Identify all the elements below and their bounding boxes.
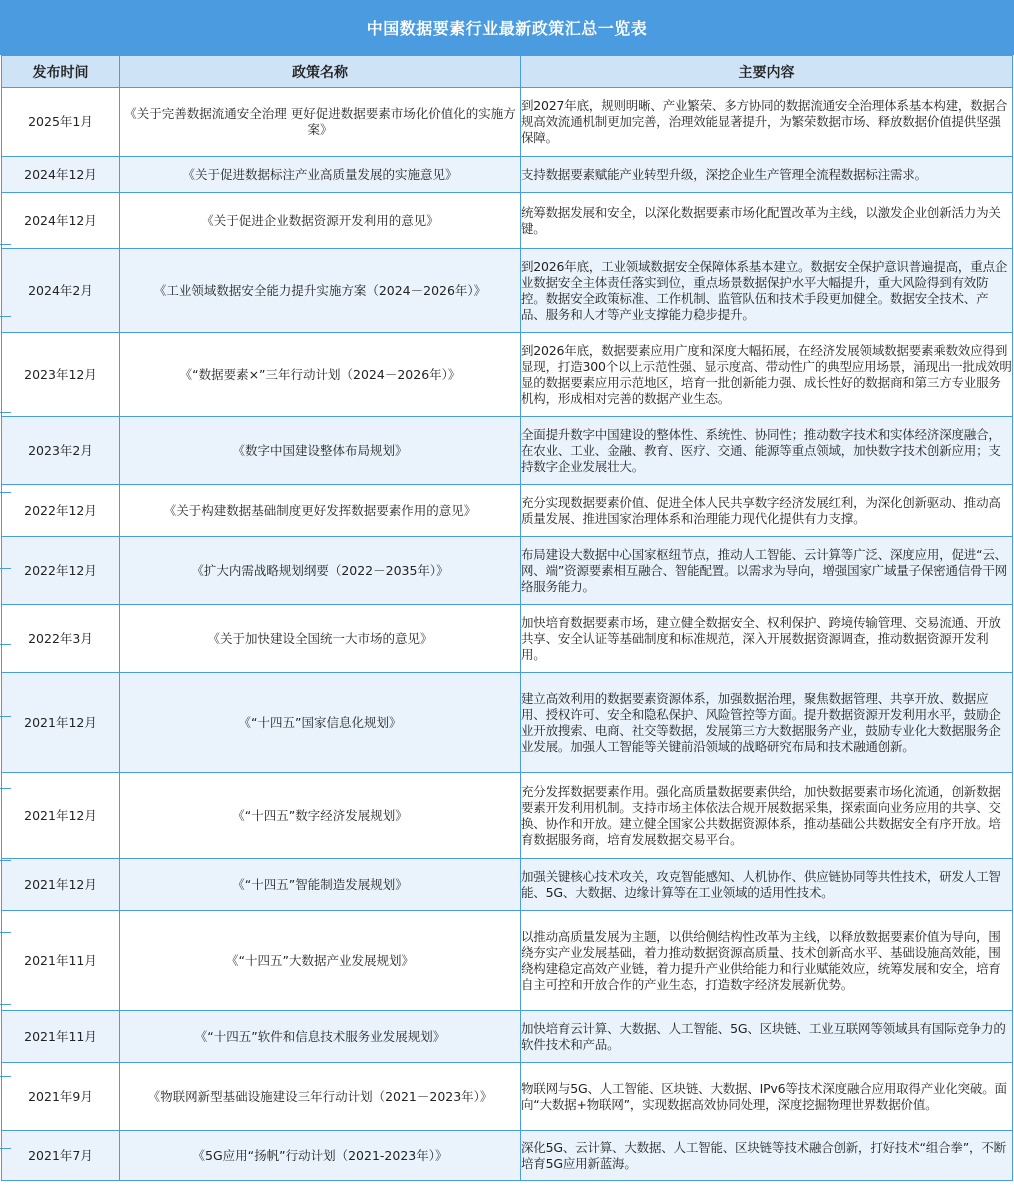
row-policy-name: 《“十四五”国家信息化规划》: [120, 673, 521, 773]
row-policy-name: 《工业领域数据安全能力提升实施方案（2024－2026年）》: [120, 249, 521, 333]
table-row: [2, 249, 1013, 333]
table-row: [2, 485, 1013, 537]
row-date: 2024年2月: [2, 249, 120, 333]
row-policy-name: 《扩大内需战略规划纲要（2022－2035年）》: [120, 537, 521, 605]
left-edge-tick: [0, 860, 11, 861]
row-date: 2024年12月: [2, 193, 120, 249]
left-edge-tick: [0, 316, 11, 317]
row-policy-name: 《“十四五”数字经济发展规划》: [120, 773, 521, 859]
row-date: 2021年12月: [2, 859, 120, 911]
table-row: [2, 773, 1013, 859]
left-edge-tick: [0, 412, 11, 413]
table-row: [2, 911, 1013, 1011]
row-date: 2025年1月: [2, 88, 120, 157]
row-policy-name: 《关于促进数据标注产业高质量发展的实施意见》: [120, 157, 521, 193]
row-date: 2021年9月: [2, 1063, 120, 1131]
row-date: 2021年7月: [2, 1131, 120, 1181]
column-header-date: 发布时间: [2, 56, 120, 88]
row-date: 2022年12月: [2, 485, 120, 537]
row-content: 全面提升数字中国建设的整体性、系统性、协同性；推动数字技术和实体经济深度融合，在农业、工业、金融、教育、医疗、交通、能源等重点领域，加快数字技术创新应用；支持数字企业发展壮大。: [521, 417, 1013, 485]
row-content: 物联网与5G、人工智能、区块链、大数据、IPv6等技术深度融合应用取得产业化突破。面向“大数据+物联网”，实现数据高效协同处理，深度挖掘物理世界数据价值。: [521, 1063, 1013, 1131]
table-row: [2, 537, 1013, 605]
row-content: 以推动高质量发展为主题，以供给侧结构性改革为主线，以释放数据要素价值为导向，围绕夯实产业发展基础，着力推动数据资源高质量、技术创新高水平、基础设施高效能，围绕构建稳定高效产业链，着力提升产业供给能力和行业赋能效应，统筹发展和安全，培育自主可控和开放合作的产业生态，打造数字经济发展新优势。: [521, 911, 1013, 1011]
row-content: 加强关键核心技术攻关，攻克智能感知、人机协作、供应链协同等共性技术，研发人工智能、5G、大数据、边缘计算等在工业领域的适用性技术。: [521, 859, 1013, 911]
table-row: [2, 1011, 1013, 1063]
table-title: 中国数据要素行业最新政策汇总一览表: [0, 0, 1014, 55]
row-content: 布局建设大数据中心国家枢纽节点，推动人工智能、云计算等广泛、深度应用，促进“云、网、端”资源要素相互融合、智能配置。以需求为导向，增强国家广域量子保密通信骨干网络服务能力。: [521, 537, 1013, 605]
table-row: [2, 605, 1013, 673]
left-edge-tick: [0, 788, 11, 789]
left-edge-tick: [0, 244, 11, 245]
table-row: [2, 157, 1013, 193]
row-policy-name: 《关于促进企业数据资源开发利用的意见》: [120, 193, 521, 249]
row-content: 深化5G、云计算、大数据、人工智能、区块链等技术融合创新，打好技术“组合拳”，不断培育5G应用新蓝海。: [521, 1131, 1013, 1181]
row-policy-name: 《数字中国建设整体布局规划》: [120, 417, 521, 485]
left-edge-tick: [0, 1076, 11, 1077]
header-row: [2, 56, 1013, 88]
row-policy-name: 《“数据要素×”三年行动计划（2024－2026年）》: [120, 333, 521, 417]
left-edge-tick: [0, 1004, 11, 1005]
row-policy-name: 《“十四五”智能制造发展规划》: [120, 859, 521, 911]
row-date: 2023年12月: [2, 333, 120, 417]
row-content: 建立高效利用的数据要素资源体系，加强数据治理，聚焦数据管理、共享开放、数据应用、授权许可、安全和隐私保护、风险管控等方面。提升数据资源开发利用水平，鼓励企业开放搜索、电商、社交等数据，发展第三方大数据服务产业，鼓励专业化大数据服务企业发展。加强人工智能等关键前沿领域的战略研究布局和技术融通创新。: [521, 673, 1013, 773]
row-date: 2021年12月: [2, 773, 120, 859]
row-policy-name: 《“十四五”软件和信息技术服务业发展规划》: [120, 1011, 521, 1063]
row-content: 统筹数据发展和安全，以深化数据要素市场化配置改革为主线，以激发企业创新活力为关键。: [521, 193, 1013, 249]
row-content: 充分实现数据要素价值、促进全体人民共享数字经济发展红利，为深化创新驱动、推动高质量发展、推进国家治理体系和治理能力现代化提供有力支撑。: [521, 485, 1013, 537]
row-policy-name: 《关于构建数据基础制度更好发挥数据要素作用的意见》: [120, 485, 521, 537]
table-row: [2, 333, 1013, 417]
row-date: 2023年2月: [2, 417, 120, 485]
row-content: 支持数据要素赋能产业转型升级，深挖企业生产管理全流程数据标注需求。: [521, 157, 1013, 193]
left-edge-tick: [0, 492, 11, 493]
row-policy-name: 《“十四五”大数据产业发展规划》: [120, 911, 521, 1011]
left-edge-tick: [0, 932, 11, 933]
row-content: 充分发挥数据要素作用。强化高质量数据要素供给，加快数据要素市场化流通，创新数据要素开发利用机制。支持市场主体依法合规开展数据采集，探索面向业务应用的共享、交换、协作和开放。建立健全国家公共数据资源体系，推动基础公共数据安全有序开放。培育数据服务商，培育发展数据交易平台。: [521, 773, 1013, 859]
table-row: [2, 417, 1013, 485]
row-content: 到2026年底，工业领域数据安全保障体系基本建立。数据安全保护意识普遍提高，重点企业数据安全主体责任落实到位，重点场景数据保护水平大幅提升，重大风险得到有效防控。数据安全政策标准、工作机制、监管队伍和技术手段更加健全。数据安全技术、产品、服务和人才等产业支撑能力稳步提升。: [521, 249, 1013, 333]
row-content: 加快培育云计算、大数据、人工智能、5G、区块链、工业互联网等领域具有国际竞争力的软件技术和产品。: [521, 1011, 1013, 1063]
row-policy-name: 《关于完善数据流通安全治理 更好促进数据要素市场化价值化的实施方案》: [120, 88, 521, 157]
table-row: [2, 193, 1013, 249]
column-header-content: 主要内容: [521, 56, 1013, 88]
row-date: 2021年12月: [2, 673, 120, 773]
row-policy-name: 《5G应用“扬帆”行动计划（2021-2023年）》: [120, 1131, 521, 1181]
row-date: 2021年11月: [2, 1011, 120, 1063]
row-policy-name: 《关于加快建设全国统一大市场的意见》: [120, 605, 521, 673]
column-header-name: 政策名称: [120, 56, 521, 88]
table-row: [2, 1131, 1013, 1181]
row-policy-name: 《物联网新型基础设施建设三年行动计划（2021－2023年）》: [120, 1063, 521, 1131]
row-date: 2022年3月: [2, 605, 120, 673]
left-edge-tick: [0, 644, 11, 645]
left-edge-tick: [0, 568, 11, 569]
row-date: 2021年11月: [2, 911, 120, 1011]
row-content: 到2027年底，规则明晰、产业繁荣、多方协同的数据流通安全治理体系基本构建，数据合规高效流通机制更加完善，治理效能显著提升，为繁荣数据市场、释放数据价值提供坚强保障。: [521, 88, 1013, 157]
row-date: 2022年12月: [2, 537, 120, 605]
left-edge-tick: [0, 1148, 11, 1149]
row-date: 2024年12月: [2, 157, 120, 193]
table-row: [2, 673, 1013, 773]
table-row: [2, 1063, 1013, 1131]
row-content: 到2026年底，数据要素应用广度和深度大幅拓展，在经济发展领域数据要素乘数效应得到显现，打造300个以上示范性强、显示度高、带动性广的典型应用场景，涌现出一批成效明显的数据要素应用示范地区，培育一批创新能力强、成长性好的数据商和第三方专业服务机构，形成相对完善的数据产业生态。: [521, 333, 1013, 417]
policy-table: [1, 55, 1013, 1181]
row-content: 加快培育数据要素市场，建立健全数据安全、权利保护、跨境传输管理、交易流通、开放共享、安全认证等基础制度和标准规范，深入开展数据资源调查，推动数据资源开发利用。: [521, 605, 1013, 673]
left-edge-tick: [0, 716, 11, 717]
table-row: [2, 88, 1013, 157]
table-row: [2, 859, 1013, 911]
